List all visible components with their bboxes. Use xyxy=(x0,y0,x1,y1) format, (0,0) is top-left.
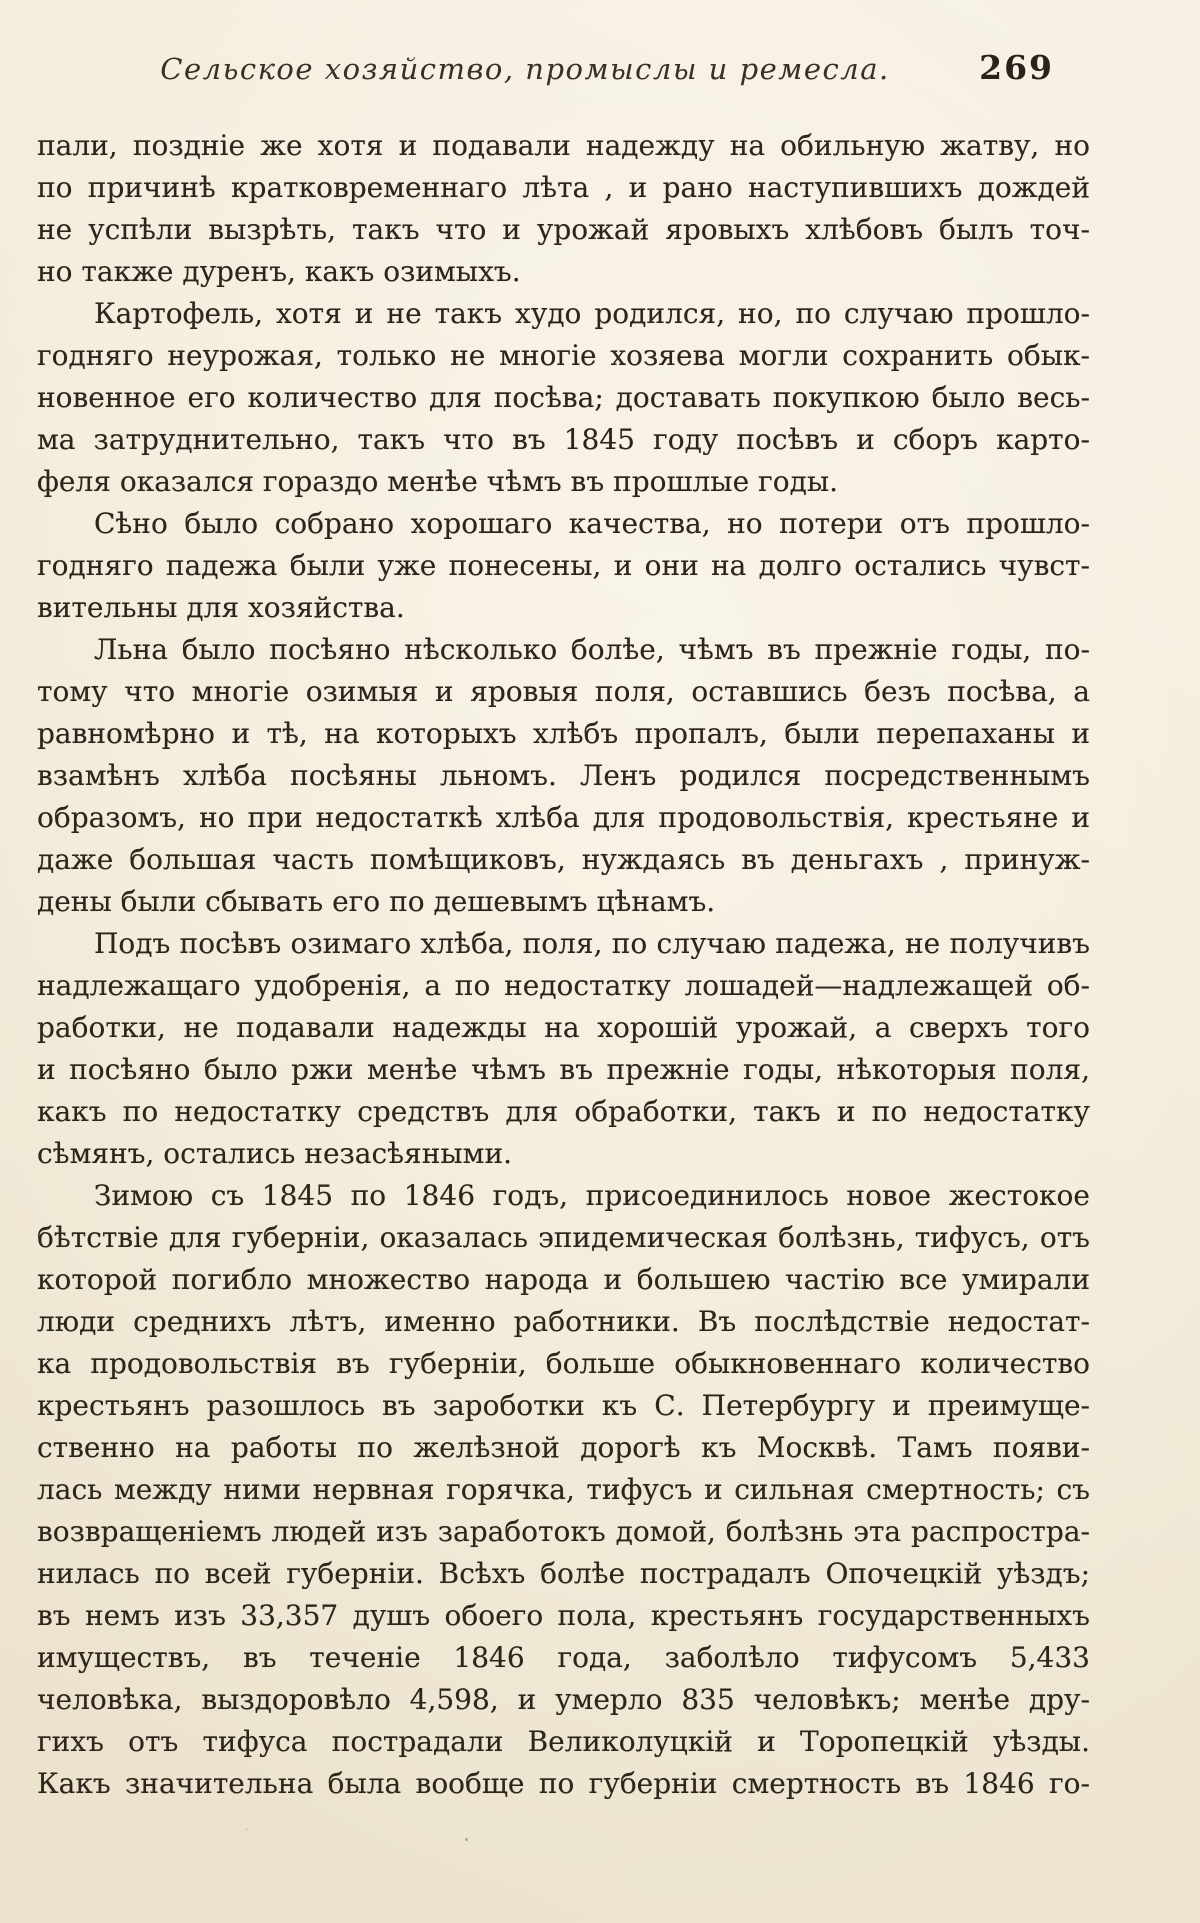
text-line: тому что многіе озимыя и яровыя поля, оставшись безъ посѣва, а xyxy=(37,675,1090,708)
text-line: надлежащаго удобренія, а по недостатку лошадей—надлежащей об- xyxy=(37,969,1090,1002)
text-line: не успѣли вызрѣть, такъ что и урожай яровыхъ хлѣбовъ былъ точ- xyxy=(37,213,1090,246)
text-line: равномѣрно и тѣ, на которыхъ хлѣбъ пропалъ, были перепаханы и xyxy=(37,717,1090,750)
text-line: люди среднихъ лѣтъ, именно работники. Въ послѣдствіе недостат- xyxy=(37,1305,1090,1338)
text-line: которой погибло множество народа и большею частію все умирали xyxy=(37,1263,1090,1296)
text-line: новенное его количество для посѣва; доставать покупкою было весь- xyxy=(37,381,1090,414)
text-line: работки, не подавали надежды на хорошій урожай, а сверхъ того xyxy=(37,1011,1090,1044)
text-line: феля оказался гораздо менѣе чѣмъ въ прошлые годы. xyxy=(37,465,839,498)
paragraph xyxy=(37,293,1090,503)
text-line: пали, поздніе же хотя и подавали надежду на обильную жатву, но xyxy=(37,129,1090,162)
page-header xyxy=(0,50,1200,94)
text-line: ма затруднительно, такъ что въ 1845 году посѣвъ и сборъ карто- xyxy=(37,423,1090,456)
text-line: Льна было посѣяно нѣсколько болѣе, чѣмъ въ прежніе годы, по- xyxy=(94,633,1090,666)
text-line: даже большая часть помѣщиковъ, нуждаясь въ деньгахъ , принуж- xyxy=(37,843,1090,876)
text-line: крестьянъ разошлось въ зароботки къ С. Петербургу и преимуще- xyxy=(37,1389,1090,1422)
text-line: возвращеніемъ людей изъ заработокъ домой, болѣзнь эта распростра- xyxy=(37,1515,1090,1548)
paragraph xyxy=(37,1175,1090,1805)
text-line: въ немъ изъ 33,357 душъ обоего пола, крестьянъ государственныхъ xyxy=(37,1599,1090,1632)
text-line: годняго падежа были уже понесены, и они на долго остались чувст- xyxy=(37,549,1090,582)
text-line: Подъ посѣвъ озимаго хлѣба, поля, по случаю падежа, не получивъ xyxy=(94,927,1090,960)
text-line: взамѣнъ хлѣба посѣяны льномъ. Ленъ родился посредственнымъ xyxy=(37,759,1090,792)
text-line: какъ по недостатку средствъ для обработки, такъ и по недостатку xyxy=(37,1095,1090,1128)
text-line: сѣмянъ, остались незасѣяными. xyxy=(37,1137,513,1170)
paper-specks xyxy=(465,1838,468,1841)
paragraph xyxy=(37,503,1090,629)
text-line: дены были сбывать его по дешевымъ цѣнамъ. xyxy=(37,885,716,918)
text-line: ственно на работы по желѣзной дорогѣ къ Москвѣ. Тамъ появи- xyxy=(37,1431,1090,1464)
text-line: нилась по всей губерніи. Всѣхъ болѣе пострадалъ Опочецкій уѣздъ; xyxy=(37,1557,1090,1590)
text-line: образомъ, но при недостаткѣ хлѣба для продовольствія, крестьяне и xyxy=(37,801,1090,834)
text-line: гихъ отъ тифуса пострадали Великолуцкій и Торопецкій уѣзды. xyxy=(37,1725,1090,1758)
text-line: но также дуренъ, какъ озимыхъ. xyxy=(37,255,521,288)
paragraph xyxy=(37,629,1090,923)
running-head-title: Сельское хозяйство, промыслы и ремесла. xyxy=(160,52,890,86)
text-line: вительны для хозяйства. xyxy=(37,591,405,624)
page-body xyxy=(37,125,1090,1805)
text-line: Сѣно было собрано хорошаго качества, но потери отъ прошло- xyxy=(94,507,1090,540)
text-line: имуществъ, въ теченіе 1846 года, заболѣло тифусомъ 5,433 xyxy=(37,1641,1090,1674)
text-line: годняго неурожая, только не многіе хозяева могли сохранить обык- xyxy=(37,339,1090,372)
text-line: Зимою съ 1845 по 1846 годъ, присоединилось новое жестокое xyxy=(94,1179,1090,1212)
text-line: Какъ значительна была вообще по губерніи смертность въ 1846 го- xyxy=(37,1767,1090,1800)
text-line: бѣтствіе для губерніи, оказалась эпидемическая болѣзнь, тифусъ, отъ xyxy=(37,1221,1090,1254)
page-number: 269 xyxy=(979,48,1054,87)
text-line: по причинѣ кратковременнаго лѣта , и рано наступившихъ дождей xyxy=(37,171,1090,204)
text-line: лась между ними нервная горячка, тифусъ и сильная смертность; съ xyxy=(37,1473,1090,1506)
text-line: ка продовольствія въ губерніи, больше обыкновеннаго количество xyxy=(37,1347,1090,1380)
paragraph xyxy=(37,923,1090,1175)
text-line: Картофель, хотя и не такъ худо родился, но, по случаю прошло- xyxy=(94,297,1090,330)
text-line: и посѣяно было ржи менѣе чѣмъ въ прежніе годы, нѣкоторыя поля, xyxy=(37,1053,1090,1086)
text-line: человѣка, выздоровѣло 4,598, и умерло 835 человѣкъ; менѣе дру- xyxy=(37,1683,1090,1716)
paragraph xyxy=(37,125,1090,293)
